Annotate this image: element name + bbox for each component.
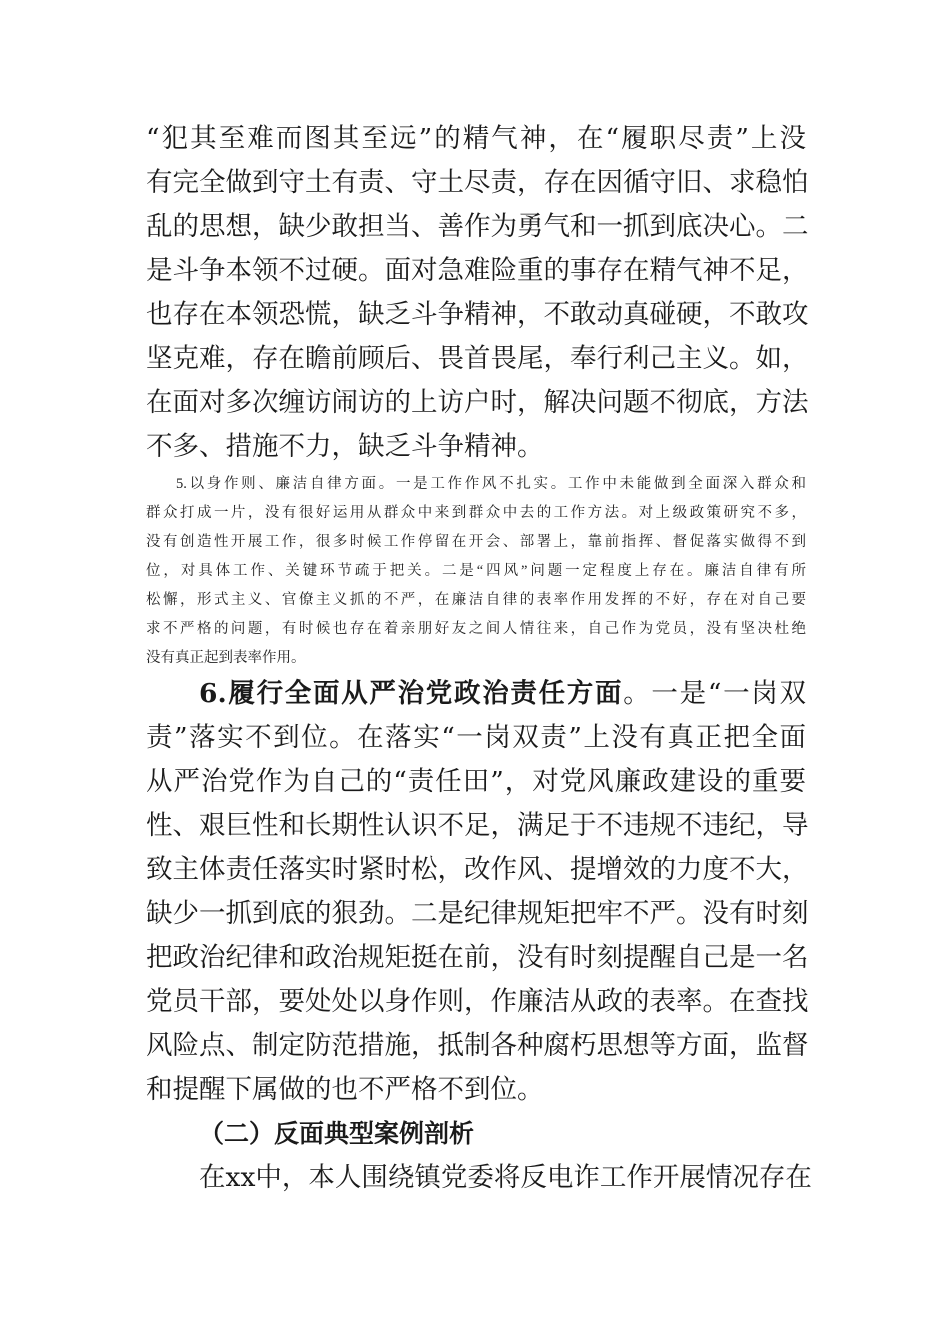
- para-6-line-6: 缺少一抓到底的狠劲。二是纪律规矩把牢不严。没有时刻: [146, 898, 809, 929]
- para-6-line-9: 风险点、制定防范措施，抵制各种腐朽思想等方面，监督: [146, 1030, 809, 1061]
- para-6-line-8: 党员干部，要处处以身作则，作廉洁从政的表率。在查找: [146, 986, 809, 1017]
- para-6-line-1: [199, 674, 806, 714]
- para-4-line-3: 乱的思想，缺少敢担当、善作为勇气和一抓到底决心。二: [146, 211, 809, 242]
- para-6-title: 6.履行全面从严治党政治责任方面: [199, 678, 624, 709]
- para-4-line-5: 也存在本领恐慌，缺乏斗争精神，不敢动真碰硬，不敢攻: [146, 299, 809, 330]
- para-5-line-7: 没有真正起到表率作用。: [146, 650, 306, 666]
- para-6-line-4: 性、艰巨性和长期性认识不足，满足于不违规不违纪，导: [146, 810, 809, 841]
- para-5-line-4: 位，对具体工作、关键环节疏于把关。二是“四风”问题一定程度上存在。廉洁自律有所: [146, 563, 806, 579]
- para-4-line-7: 在面对多次缠访闹访的上访户时，解决问题不彻底，方法: [146, 387, 809, 418]
- para-5-line-3: 没有创造性开展工作，很多时候工作停留在开会、部署上，靠前指挥、督促落实做得不到: [146, 534, 806, 550]
- para-6-line-7: 把政治纪律和政治规矩挺在前，没有时刻提醒自己是一名: [146, 942, 809, 973]
- para-6-line-3: 从严治党作为自己的“责任田”，对党风廉政建设的重要: [146, 766, 806, 797]
- para-5-line-6: 求不严格的问题，有时候也存在着亲朋好友之间人情往来，自己作为党员，没有坚决杜绝: [146, 621, 806, 637]
- para-6-line-10: 和提醒下属做的也不严格不到位。: [146, 1074, 544, 1105]
- para-4-line-2: 有完全做到守土有责、守土尽责，存在因循守旧、求稳怕: [146, 167, 809, 198]
- para-4-line-6: 坚克难，存在瞻前顾后、畏首畏尾，奉行利己主义。如，: [146, 343, 809, 374]
- para-6-line-2: 责”落实不到位。在落实“一岗双责”上没有真正把全面: [146, 722, 806, 753]
- para-6-line-5: 致主体责任落实时紧时松，改作风、提增效的力度不大，: [146, 854, 809, 885]
- para-5-line-1: 5.以身作则、廉洁自律方面。一是工作作风不扎实。工作中未能做到全面深入群众和: [176, 476, 806, 492]
- para-6-first-rest: 。一是“一岗双: [623, 678, 806, 709]
- section-heading: （二）反面典型案例剖析: [199, 1119, 475, 1148]
- para-5-line-5: 松懈，形式主义、官僚主义抓的不严，在廉洁自律的表率作用发挥的不好，存在对自己要: [146, 592, 806, 608]
- para-4-line-8: 不多、措施不力，缺乏斗争精神。: [146, 431, 544, 462]
- para-5-line-2: 群众打成一片，没有很好运用从群众中来到群众中去的工作方法。对上级政策研究不多，: [146, 505, 806, 521]
- para-4-line-1: “犯其至难而图其至远”的精气神，在“履职尽责”上没: [146, 123, 806, 154]
- section-first-line: 在xx中，本人围绕镇党委将反电诈工作开展情况存在: [199, 1162, 812, 1193]
- para-4-line-4: 是斗争本领不过硬。面对急难险重的事存在精气神不足，: [146, 255, 809, 286]
